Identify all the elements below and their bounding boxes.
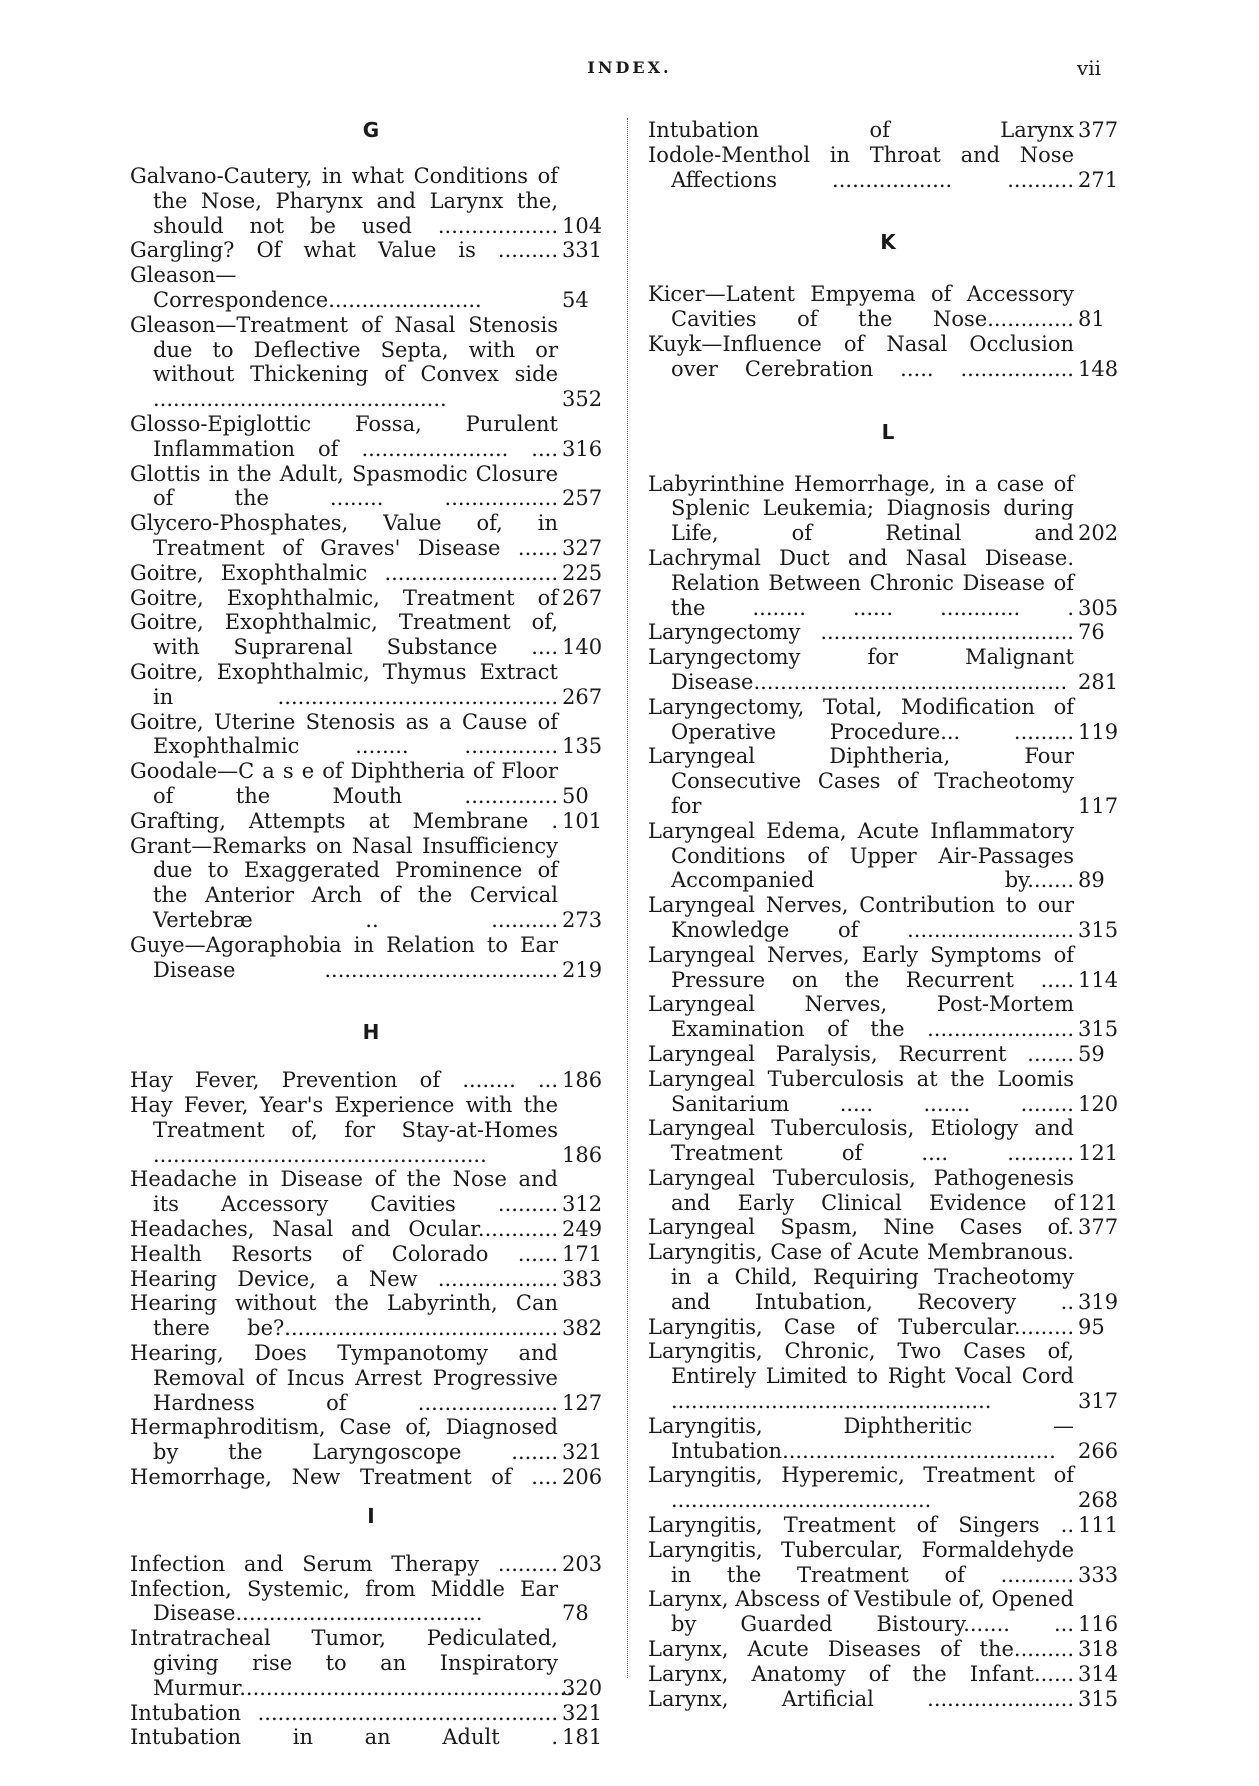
entry-page-number: 120 [1078, 1091, 1119, 1116]
column-divider [627, 118, 628, 1678]
entry-page-number: 268 [1078, 1488, 1119, 1513]
index-entry [130, 561, 612, 586]
entry-text: Laryngeal Spasm, Nine Cases of. [648, 1215, 1074, 1240]
index-entry [130, 462, 612, 512]
index-entry [648, 1315, 1128, 1340]
entry-text: Laryngeal Nerves, Post-Mortem Examination of the ...................... [648, 992, 1074, 1042]
section-letter: H [362, 1020, 380, 1045]
entry-text: Guye—Agoraphobia in Relation to Ear Disease ................................... [130, 932, 558, 982]
entry-text: Goodale—C a s e of Diphtheria of Floor of the Mouth .............. [130, 759, 558, 808]
index-entry [648, 1687, 1128, 1712]
entry-page-number: 257 [562, 486, 603, 511]
index-entry [130, 809, 612, 834]
index-entry [130, 1068, 612, 1093]
entry-page-number: 203 [562, 1551, 603, 1576]
entry-page-number: 382 [562, 1316, 603, 1341]
entry-text: Grafting, Attempts at Membrane . [130, 808, 558, 833]
index-entry [648, 1538, 1128, 1588]
index-entry [130, 412, 612, 462]
index-entry [130, 610, 612, 660]
index-section [130, 1504, 612, 1750]
index-entry [130, 1341, 612, 1415]
entry-text: Intubation ............................................. [130, 1700, 558, 1725]
entry-page-number: 101 [562, 808, 603, 833]
index-entry [648, 472, 1128, 546]
entry-page-number: 117 [1078, 793, 1119, 818]
entry-page-number: 327 [562, 535, 603, 560]
section-letter: L [881, 419, 895, 444]
entry-page-number: 89 [1078, 868, 1105, 893]
index-entry [648, 282, 1128, 332]
entry-text: Laryngeal Nerves, Contribution to our Knowledge of ......................... [648, 893, 1074, 942]
right-column [648, 118, 1128, 1711]
entry-page-number: 314 [1078, 1661, 1119, 1686]
entry-text: Hermaphroditism, Case of, Diagnosed by the Laryngoscope ....... [130, 1415, 558, 1465]
entry-text: Grant—Remarks on Nasal Insufficiency due to Exaggerated Prominence of the Anterior Arch of the Cervical Vertebræ .. .......... [130, 833, 558, 932]
entry-page-number: 249 [562, 1217, 603, 1242]
entry-page-number: 317 [1078, 1389, 1119, 1414]
entry-page-number: 377 [1078, 1215, 1119, 1240]
entry-page-number: 219 [562, 957, 603, 982]
entry-text: Larynx, Artificial ...................... [648, 1686, 1074, 1711]
entry-page-number: 267 [562, 684, 603, 709]
entry-page-number: 148 [1078, 356, 1119, 381]
entry-text: Laryngeal Nerves, Early Symptoms of Pressure on the Recurrent ..... [648, 942, 1074, 992]
entry-text: Gargling? Of what Value is ......... [130, 238, 558, 263]
index-entry [130, 238, 612, 263]
index-entry [130, 511, 612, 561]
entry-page-number: 135 [562, 734, 603, 759]
index-entry [648, 118, 1128, 143]
entry-text: Laryngeal Edema, Acute Inflammatory Conditions of Upper Air-Passages Accompanied by....... [648, 818, 1074, 893]
index-entry [648, 744, 1128, 818]
entry-text: Laryngitis, Diphtheritic — Intubation......................................... [648, 1413, 1074, 1463]
entry-page-number: 54 [562, 287, 589, 312]
index-entry [648, 332, 1128, 382]
entry-page-number: 104 [562, 213, 603, 238]
entry-text: Laryngitis, Case of Acute Membranous. in a Child, Requiring Tracheotomy and Intubation, Recovery .. [648, 1240, 1074, 1314]
entry-page-number: 315 [1078, 1686, 1119, 1711]
entry-text: Gleason—Correspondence....................... [130, 263, 482, 312]
index-entry [130, 164, 612, 238]
entry-page-number: 383 [562, 1266, 603, 1291]
entry-page-number: 315 [1078, 917, 1119, 942]
index-entry [130, 1552, 612, 1577]
entry-page-number: 95 [1078, 1314, 1105, 1339]
entry-page-number: 273 [562, 907, 603, 932]
index-entry [648, 645, 1128, 695]
entry-page-number: 352 [562, 387, 603, 412]
entry-page-number: 271 [1078, 167, 1119, 192]
index-section [130, 1020, 612, 1490]
entry-page-number: 116 [1078, 1612, 1119, 1637]
entry-text: Health Resorts of Colorado ...... [130, 1241, 558, 1266]
entry-text: Laryngitis, Chronic, Two Cases of, Entirely Limited to Right Vocal Cord ................................................ [648, 1339, 1074, 1414]
index-entry [648, 546, 1128, 620]
entry-page-number: 333 [1078, 1562, 1119, 1587]
entry-text: Hay Fever, Prevention of ........ ... [130, 1068, 558, 1093]
running-head: INDEX. [587, 58, 672, 77]
entry-text: Headaches, Nasal and Ocular............ [130, 1217, 558, 1242]
index-entry [648, 1414, 1128, 1464]
index-entry [130, 1626, 612, 1700]
index-entry [648, 893, 1128, 943]
index-entry [130, 1217, 612, 1242]
index-entry [130, 1577, 612, 1627]
entry-text: Laryngeal Tuberculosis at the Loomis Sanitarium ..... ....... ........ [648, 1066, 1074, 1116]
entry-page-number: 121 [1078, 1141, 1119, 1166]
entry-text: Intubation in an Adult . [130, 1725, 558, 1750]
entry-text: Goitre, Exophthalmic, Thymus Extract in .......................................... [130, 659, 558, 709]
index-entry [648, 1215, 1128, 1240]
index-entry [648, 1339, 1128, 1413]
index-entry [130, 660, 612, 710]
entry-text: Larynx, Anatomy of the Infant...... [648, 1661, 1074, 1686]
entry-page-number: 59 [1078, 1041, 1105, 1066]
entry-page-number: 312 [562, 1192, 603, 1217]
section-letter: G [362, 118, 380, 142]
section-letter: K [880, 230, 896, 255]
index-entry [130, 834, 612, 933]
entry-page-number: 331 [562, 238, 603, 263]
entry-page-number: 225 [562, 560, 603, 585]
entry-page-number: 321 [562, 1440, 603, 1465]
entry-text: Laryngitis, Hyperemic, Treatment of ....................................... [648, 1463, 1074, 1513]
index-entry [648, 1042, 1128, 1067]
index-section [130, 118, 612, 982]
index-entry [130, 933, 612, 983]
index-entry [130, 1725, 612, 1750]
entry-text: Laryngeal Tuberculosis, Pathogenesis and Early Clinical Evidence of [648, 1165, 1074, 1215]
index-entry [130, 1267, 612, 1292]
entry-text: Laryngitis, Case of Tubercular......... [648, 1314, 1074, 1339]
index-entry [648, 1240, 1128, 1314]
index-entry [130, 710, 612, 760]
entry-text: Kicer—Latent Empyema of Accessory Cavities of the Nose............. [648, 282, 1074, 332]
index-entry [130, 759, 612, 809]
entry-page-number: 377 [1078, 118, 1119, 142]
entry-text: Laryngectomy, Total, Modification of Operative Procedure... ......... [648, 694, 1074, 744]
index-entry [648, 1587, 1128, 1637]
entry-page-number: 111 [1078, 1513, 1119, 1538]
entry-page-number: 267 [562, 585, 603, 610]
index-entry [130, 1242, 612, 1267]
entry-text: Hemorrhage, New Treatment of .... [130, 1465, 558, 1490]
index-entry [130, 313, 612, 412]
entry-text: Intratracheal Tumor, Pediculated, giving rise to an Inspiratory Murmur.................................................. [130, 1626, 573, 1700]
entry-text: Laryngitis, Tubercular, Formaldehyde in the Treatment of ........... [648, 1537, 1074, 1587]
index-entry [130, 1093, 612, 1167]
entry-text: Laryngeal Tuberculosis, Etiology and Treatment of .... .......... [648, 1116, 1074, 1166]
index-entry [130, 1291, 612, 1341]
entry-page-number: 121 [1078, 1190, 1119, 1215]
entry-text: Goitre, Exophthalmic, Treatment of [130, 585, 558, 610]
entry-text: Glycero-Phosphates, Value of, in Treatment of Graves' Disease ...... [130, 511, 558, 560]
entry-page-number: 316 [562, 436, 603, 461]
entry-page-number: 78 [562, 1601, 589, 1626]
index-entry [648, 620, 1128, 645]
entry-text: Laryngectomy for Malignant Disease............................................... [648, 645, 1074, 694]
index-entry [648, 1463, 1128, 1513]
index-entry [130, 1415, 612, 1465]
page-number: vii [1076, 56, 1101, 80]
index-entry [648, 992, 1128, 1042]
index-entry [648, 1166, 1128, 1216]
entry-page-number: 318 [1078, 1637, 1119, 1662]
entry-page-number: 186 [562, 1068, 603, 1093]
index-entry [648, 943, 1128, 993]
entry-text: Hearing, Does Tympanotomy and Removal of Incus Arrest Progressive Hardness of ..................... [130, 1341, 558, 1415]
entry-page-number: 319 [1078, 1289, 1119, 1314]
entry-text: Hay Fever, Year's Experience with the Treatment of, for Stay-at-Homes .................................................. [130, 1093, 558, 1167]
entry-text: Iodole-Menthol in Throat and Nose Affections .................. .......... [648, 142, 1074, 192]
entry-text: Labyrinthine Hemorrhage, in a case of Splenic Leukemia; Diagnosis during Life, of Retinal and [648, 471, 1074, 546]
entry-page-number: 206 [562, 1465, 603, 1490]
entry-text: Goitre, Exophthalmic .......................... [130, 560, 558, 585]
index-entry [130, 1167, 612, 1217]
entry-page-number: 320 [562, 1675, 603, 1700]
entry-text: Laryngectomy ...................................... [648, 620, 1074, 645]
entry-page-number: 127 [562, 1390, 603, 1415]
index-entry [130, 263, 612, 313]
entry-page-number: 281 [1078, 669, 1119, 694]
entry-text: Glosso-Epiglottic Fossa, Purulent Inflammation of ...................... .... [130, 411, 558, 461]
index-section [648, 118, 1128, 192]
index-section [648, 420, 1128, 1712]
entry-text: Hearing without the Labyrinth, Can there be?......................................... [130, 1291, 558, 1341]
entry-page-number: 50 [562, 783, 589, 808]
entry-text: Hearing Device, a New .................. [130, 1266, 558, 1291]
entry-text: Laryngeal Diphtheria, Four Consecutive Cases of Tracheotomy for [648, 744, 1074, 818]
index-entry [648, 1116, 1128, 1166]
index-entry [648, 143, 1128, 193]
entry-text: Infection and Serum Therapy ......... [130, 1551, 558, 1576]
entry-text: Laryngitis, Treatment of Singers .. [648, 1513, 1074, 1538]
entry-page-number: 266 [1078, 1438, 1119, 1463]
index-entry [648, 1637, 1128, 1662]
index-entry [648, 1662, 1128, 1687]
index-entry [130, 586, 612, 611]
entry-page-number: 81 [1078, 307, 1105, 332]
entry-text: Glottis in the Adult, Spasmodic Closure of the ........ ................. [130, 461, 558, 511]
index-entry [130, 1465, 612, 1490]
entry-page-number: 202 [1078, 521, 1119, 546]
entry-page-number: 315 [1078, 1017, 1119, 1042]
entry-page-number: 321 [562, 1700, 603, 1725]
entry-page-number: 186 [562, 1142, 603, 1167]
index-entry [648, 695, 1128, 745]
index-entry [648, 819, 1128, 893]
entry-text: Goitre, Exophthalmic, Treatment of, with Suprarenal Substance .... [130, 610, 558, 660]
entry-page-number: 181 [562, 1725, 603, 1750]
entry-page-number: 119 [1078, 719, 1119, 744]
index-entry [130, 1701, 612, 1726]
entry-text: Laryngeal Paralysis, Recurrent ....... [648, 1041, 1074, 1066]
entry-page-number: 76 [1078, 620, 1105, 645]
section-letter: I [367, 1503, 375, 1528]
entry-text: Larynx, Acute Diseases of the......... [648, 1637, 1074, 1662]
left-column [130, 118, 612, 1750]
entry-text: Headache in Disease of the Nose and its Accessory Cavities ......... [130, 1167, 558, 1217]
entry-text: Infection, Systemic, from Middle Ear Disease..................................... [130, 1576, 558, 1626]
entry-text: Kuyk—Influence of Nasal Occlusion over Cerebration ..... ................. [648, 331, 1074, 381]
entry-text: Lachrymal Duct and Nasal Disease. Relation Between Chronic Disease of the ........ ...... ............ . [648, 545, 1074, 620]
entry-page-number: 114 [1078, 967, 1119, 992]
entry-page-number: 171 [562, 1241, 603, 1266]
entry-text: Intubation of Larynx [648, 118, 1074, 142]
entry-text: Goitre, Uterine Stenosis as a Cause of Exophthalmic ........ .............. [130, 709, 558, 759]
entry-text: Larynx, Abscess of Vestibule of, Opened by Guarded Bistoury....... ... [648, 1587, 1074, 1637]
index-entry [648, 1513, 1128, 1538]
entry-text: Galvano-Cautery, in what Conditions of the Nose, Pharynx and Larynx the, should not be used .................. [130, 164, 558, 238]
entry-text: Gleason—Treatment of Nasal Stenosis due to Deflective Septa, with or without Thickening of Convex side ............................................ [130, 312, 558, 412]
index-entry [648, 1067, 1128, 1117]
entry-page-number: 140 [562, 635, 603, 660]
index-section [648, 230, 1128, 381]
entry-page-number: 305 [1078, 595, 1119, 620]
